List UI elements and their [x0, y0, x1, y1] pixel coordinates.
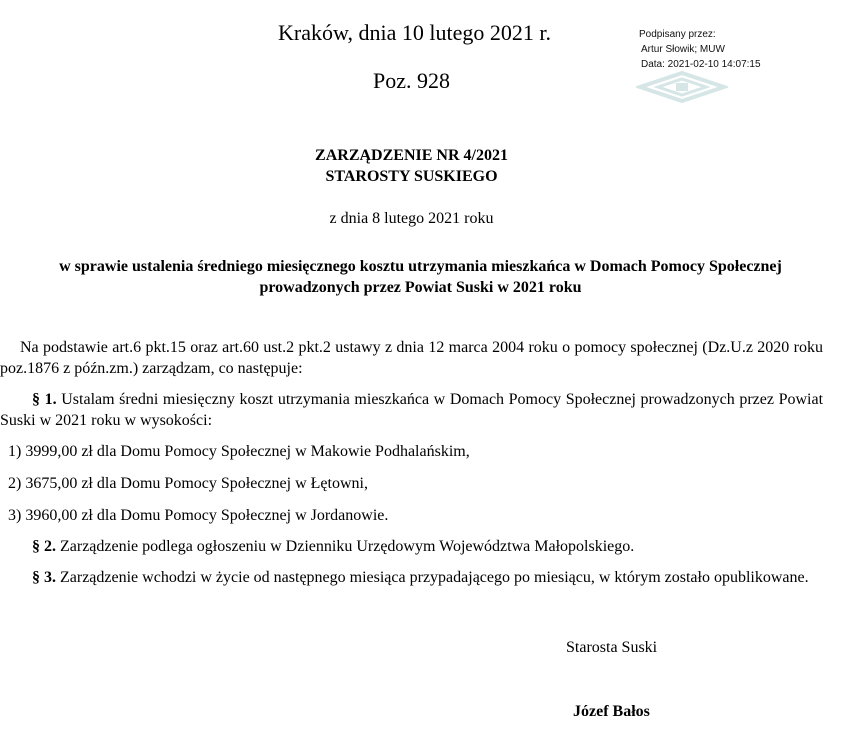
- section-3-text: Zarządzenie wchodzi w życie od następnego miesiąca przypadającego po miesiącu, w którym zostało opublikowane.: [56, 569, 809, 586]
- section-3: [0, 567, 823, 588]
- document-title: [0, 145, 823, 187]
- signer-info: Artur Słowik; MUW: [641, 44, 725, 55]
- digital-signature-block: [639, 27, 819, 72]
- list-item: 2) 3675,00 zł dla Domu Pomocy Społecznej w Łętowni,: [8, 475, 368, 492]
- signer-name: Józef Bałos: [573, 703, 650, 720]
- title-line-2: STAROSTY SUSKIEGO: [325, 168, 498, 185]
- section-2-label: § 2.: [32, 538, 56, 555]
- section-3-label: § 3.: [32, 569, 56, 586]
- section-2: [32, 536, 634, 557]
- place-date: Kraków, dnia 10 lutego 2021 r.: [278, 20, 551, 45]
- section-2-text: Zarządzenie podlega ogłoszeniu w Dzienniku Urzędowym Województwa Małopolskiego.: [56, 538, 635, 555]
- position-number: Poz. 928: [373, 68, 450, 93]
- list-item: 1) 3999,00 zł dla Domu Pomocy Społecznej w Makowie Podhalańskim,: [8, 443, 470, 460]
- section-1-label: § 1.: [32, 391, 57, 408]
- title-line-1: ZARZĄDZENIE NR 4/2021: [315, 147, 508, 164]
- section-1: [0, 389, 823, 431]
- signature-seal-icon: [636, 70, 728, 104]
- legal-basis: Na podstawie art.6 pkt.15 oraz art.60 ust.2 pkt.2 ustawy z dnia 12 marca 2004 roku o pomocy społecznej (Dz.U.z 2020 roku poz.1876 z późn.zm.) zarządzam, co następuje:: [0, 339, 823, 377]
- signature-date: Data: 2021-02-10 14:07:15: [641, 59, 761, 70]
- signer-role: Starosta Suski: [566, 639, 658, 656]
- signed-by-label: Podpisany przez:: [639, 29, 716, 40]
- document-subject: w sprawie ustalenia średniego miesięcznego kosztu utrzymania mieszkańca w Domach Pomocy Społecznej prowadzonych przez Powiat Suski w 2021 roku: [59, 258, 782, 296]
- section-1-text: Ustalam średni miesięczny koszt utrzymania mieszkańca w Domach Pomocy Społecznej prowadzonych przez Powiat Suski w 2021 roku w wysokości:: [0, 391, 824, 429]
- list-item: 3) 3960,00 zł dla Domu Pomocy Społecznej w Jordanowie.: [8, 507, 389, 524]
- document-date: z dnia 8 lutego 2021 roku: [329, 210, 494, 227]
